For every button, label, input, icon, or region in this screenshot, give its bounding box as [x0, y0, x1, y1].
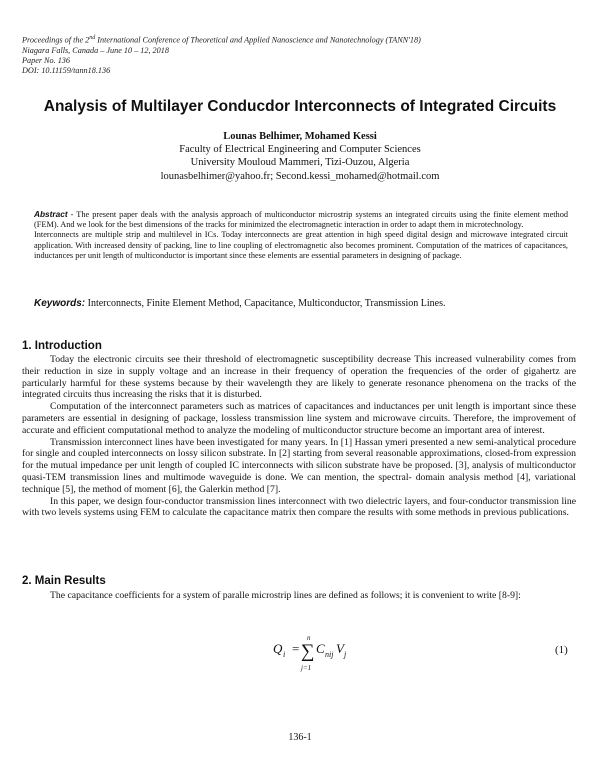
keywords: [34, 298, 568, 309]
intro-paragraph-1: Today the electronic circuits see their threshold of electromagnetic susceptibility decrease This increased vulnerability comes from their reduction in size in supply voltage and an increase in their frequency of operation the frequencies of the order of gigahertz are particularly harmful for these systems because by their wavelength they are likely to generate resonance phenomena on the tracks of the integrated circuits thus increasing the risks that it is disturbed.: [22, 354, 576, 401]
results-paragraph-1: The capacitance coefficients for a system of paralle microstrip lines are defined as follows; it is convenient to write [8-9]:: [50, 590, 521, 601]
abstract-paragraph-1: Abstract - The present paper deals with the analysis approach of multiconductor microstrip systems an integrated circuits using the finite element method (FEM). And we look for the best dimensions of the tracks for minimized the electromagnetic interaction in order to adapt them in microtechnology.: [34, 209, 568, 230]
intro-paragraph-3: Transmission interconnect lines have been investigated for many years. In [1] Hassan ymeri presented a new semi-analytical procedure for single and coupled interconnects on lossy silicon substrate. In [2] starting from several reasonable approximations, closed-from expression for the mutual impedance per unit length of coupled IC interconnects with silicon substrate have be proposed. [3], analysis of multiconductor quasi-TEM transmission lines and multimode waveguide is done. We can mention, the spectral- domain analysis method [4], variational technique [5], the method of moment [6], the Galerkin method [7].: [22, 436, 576, 495]
author-university: University Mouloud Mammeri, Tizi-Ouzou, Algeria: [190, 157, 410, 169]
author-block: [0, 130, 600, 183]
eq-lhs: Q: [273, 641, 283, 656]
header-line-1: Proceedings of the 2nd International Conference of Theoretical and Applied Nanoscience and Nanotechnology (TANN'18): [22, 35, 421, 45]
equation-1: [0, 630, 600, 680]
eq-voltage-sub: j: [344, 650, 347, 659]
eq-capacitance: C: [316, 641, 325, 656]
abstract-paragraph-2: Interconnects are multiple strip and multilevel in ICs. Today interconnects are great attention in high speed digital design and microwave integrated circuit application. With increased density of packing, line to line coupling of electromagnetic also becomes prominent. Computation of the matrices of capacitances, inductances per unit length of multiconductor is important since these elements are essential parameters in designing of package.: [34, 230, 568, 260]
author-names: Lounas Belhimer, Mohamed Kessi: [223, 131, 377, 142]
paper-title: Analysis of Multilayer Conducdor Interconnects of Integrated Circuits: [43, 98, 557, 115]
abstract-label: Abstract: [34, 209, 68, 219]
page-number: 136-1: [288, 732, 312, 743]
keywords-label: Keywords:: [34, 298, 86, 309]
keywords-text: Interconnects, Finite Element Method, Capacitance, Multiconductor, Transmission Lines.: [85, 298, 446, 309]
section-heading-main-results: 2. Main Results: [22, 575, 106, 587]
author-department: Faculty of Electrical Engineering and Computer Sciences: [179, 144, 421, 156]
eq-sum-symbol: ∑: [301, 641, 315, 662]
author-emails: lounasbelhimer@yahoo.fr; Second.kessi_mohamed@hotmail.com: [160, 170, 440, 182]
eq-sum-bottom: j=1: [301, 664, 312, 672]
equation-svg: [0, 630, 600, 680]
proceedings-header: [22, 33, 421, 76]
eq-sum-top: n: [307, 634, 311, 642]
eq-capacitance-sub: nij: [325, 650, 334, 659]
eq-voltage: V: [336, 641, 344, 656]
header-doi: DOI: 10.11159/tann18.136: [22, 65, 111, 75]
header-line-3: Paper No. 136: [22, 55, 70, 65]
eq-equals: =: [292, 641, 300, 656]
section-heading-introduction: 1. Introduction: [22, 340, 102, 352]
intro-paragraph-2: Computation of the interconnect parameters such as matrices of capacitances and inductances per unit length is important since these parameters are essential in designing of package, lossless transmission line system and microwave circuits. Therefore, the improvement of accurate and efficient computational method to analyze the modeling of multiconductor structure become an important area of interest.: [22, 401, 576, 436]
abstract: [34, 209, 568, 261]
introduction-body: [22, 354, 576, 519]
intro-paragraph-4: In this paper, we design four-conductor transmission lines interconnect with two dielectric layers, and four-conductor transmission line with two levels systems using FEM to calculate the capacitance matrix then compare the results with some methods in previous publications.: [22, 495, 576, 519]
header-line-2: Niagara Falls, Canada – June 10 – 12, 2018: [22, 45, 169, 55]
eq-lhs-sub: i: [283, 650, 286, 659]
eq-number: (1): [555, 644, 568, 656]
main-results-body: [22, 590, 576, 602]
